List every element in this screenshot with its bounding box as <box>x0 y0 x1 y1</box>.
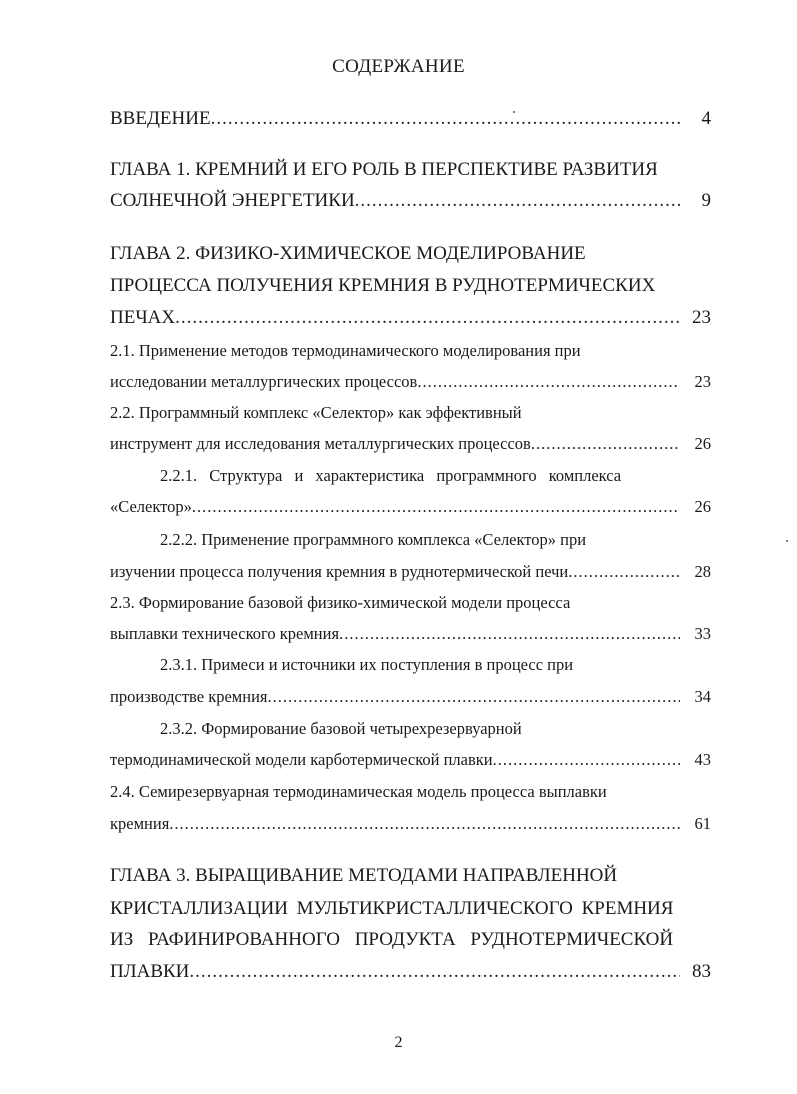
toc-entry-title: «Селектор» <box>110 497 192 516</box>
toc-entry-2-2-2-line-2[interactable] <box>110 560 680 584</box>
toc-entry-chapter-3-line-2[interactable] <box>110 897 680 921</box>
toc-entry-title: ПЛАВКИ <box>110 961 190 982</box>
toc-page-number: 23 <box>694 372 711 391</box>
toc-entry-chapter-2-line-2[interactable] <box>110 274 680 298</box>
toc-page-number: 83 <box>692 961 711 982</box>
toc-entry-2-2-line-1[interactable] <box>110 401 670 425</box>
toc-entry-2-3-line-1[interactable] <box>110 591 670 615</box>
leader-dots <box>531 432 680 456</box>
toc-entry-title: 2.3.2. Формирование базовой четырехрезервуарной <box>160 719 522 738</box>
toc-entry-title: выплавки технического кремния <box>110 624 340 643</box>
leader-dots <box>211 107 680 131</box>
toc-entry-title: 2.2.1. Структура и характеристика программного комплекса <box>160 466 622 485</box>
toc-entry-title: 2.3.1. Примеси и источники их поступления в процесс при <box>160 655 574 674</box>
page-number: 2 <box>394 1034 403 1051</box>
toc-entry-title: 2.2. Программный комплекс «Селектор» как эффективный <box>110 403 522 422</box>
leader-dots <box>192 495 680 519</box>
toc-entry-2-2-line-2[interactable] <box>110 432 680 456</box>
toc-page-number: 26 <box>694 434 711 453</box>
toc-entry-chapter-3-line-3[interactable] <box>110 928 680 952</box>
scan-speck <box>513 111 515 113</box>
toc-page-number: 28 <box>694 562 711 581</box>
leader-dots <box>355 189 680 213</box>
toc-entry-title: ПЕЧАХ <box>110 307 176 328</box>
toc-page-number: 33 <box>694 624 711 643</box>
toc-entry-title: ГЛАВА 3. ВЫРАЩИВАНИЕ МЕТОДАМИ НАПРАВЛЕННОЙ <box>110 865 618 886</box>
toc-entry-2-4-line-2[interactable] <box>110 812 680 836</box>
toc-entry-title: 2.2.2. Применение программного комплекса «Селектор» при <box>160 530 587 549</box>
toc-entry-title: 2.1. Применение методов термодинамического моделирования при <box>110 341 581 360</box>
toc-entry-chapter-1-line-1[interactable] <box>110 158 670 182</box>
leader-dots <box>417 370 680 394</box>
toc-entry-intro[interactable] <box>110 107 680 131</box>
toc-entry-title: КРИСТАЛЛИЗАЦИИ МУЛЬТИКРИСТАЛЛИЧЕСКОГО КРЕМНИЯ <box>110 898 674 919</box>
toc-entry-2-3-line-2[interactable] <box>110 622 680 646</box>
toc-entry-title: исследовании металлургических процессов <box>110 372 418 391</box>
leader-dots <box>175 306 680 330</box>
toc-entry-chapter-3-line-4[interactable] <box>110 960 680 984</box>
toc-page-number: 34 <box>694 687 711 706</box>
toc-entry-title: изучении процесса получения кремния в руднотермической печи <box>110 562 569 581</box>
toc-entry-title: ПРОЦЕССА ПОЛУЧЕНИЯ КРЕМНИЯ В РУДНОТЕРМИЧЕСКИХ <box>110 275 656 296</box>
toc-entry-title: инструмент для исследования металлургических процессов <box>110 434 531 453</box>
toc-entry-title: термодинамической модели карботермической плавки <box>110 750 493 769</box>
leader-dots <box>189 960 680 984</box>
toc-entry-2-3-1-line-2[interactable] <box>110 685 680 709</box>
toc-entry-2-3-1-line-1[interactable] <box>160 653 660 677</box>
toc-entry-2-1-line-2[interactable] <box>110 370 680 394</box>
toc-entry-2-2-1-line-1[interactable] <box>160 464 680 488</box>
toc-entry-title: кремния <box>110 814 170 833</box>
toc-entry-2-3-2-line-1[interactable] <box>160 717 660 741</box>
toc-page-number: 9 <box>701 190 711 211</box>
toc-entry-2-2-2-line-1[interactable] <box>160 528 670 552</box>
toc-entry-title: 2.4. Семирезервуарная термодинамическая модель процесса выплавки <box>110 782 607 801</box>
toc-page-number: 4 <box>701 108 711 129</box>
toc-entry-title: ГЛАВА 1. КРЕМНИЙ И ЕГО РОЛЬ В ПЕРСПЕКТИВЕ РАЗВИТИЯ <box>110 159 658 180</box>
toc-page-number: 43 <box>694 750 711 769</box>
scan-speck <box>786 540 788 542</box>
leader-dots <box>169 812 680 836</box>
toc-entry-2-4-line-1[interactable] <box>110 780 690 804</box>
leader-dots <box>339 622 680 646</box>
toc-page-number: 23 <box>692 307 711 328</box>
leader-dots <box>568 560 680 584</box>
leader-dots <box>267 685 680 709</box>
toc-entry-title: ИЗ РАФИНИРОВАННОГО ПРОДУКТА РУДНОТЕРМИЧЕСКОЙ <box>110 929 674 950</box>
toc-entry-title: СОЛНЕЧНОЙ ЭНЕРГЕТИКИ <box>110 190 355 211</box>
toc-entry-2-1-line-1[interactable] <box>110 339 670 363</box>
toc-entry-2-2-1-line-2[interactable] <box>110 495 680 519</box>
toc-entry-chapter-3-line-1[interactable] <box>110 864 680 888</box>
page-title: СОДЕРЖАНИЕ <box>332 56 465 77</box>
toc-entry-chapter-2-line-3[interactable] <box>110 306 680 330</box>
toc-entry-chapter-2-line-1[interactable] <box>110 242 680 266</box>
toc-entry-chapter-1-line-2[interactable] <box>110 189 680 213</box>
toc-page-number: 26 <box>694 497 711 516</box>
toc-entry-title: ГЛАВА 2. ФИЗИКО-ХИМИЧЕСКОЕ МОДЕЛИРОВАНИЕ <box>110 243 586 264</box>
toc-entry-title: 2.3. Формирование базовой физико-химической модели процесса <box>110 593 571 612</box>
toc-entry-title: производстве кремния <box>110 687 268 706</box>
leader-dots <box>493 748 680 772</box>
toc-entry-2-3-2-line-2[interactable] <box>110 748 680 772</box>
toc-entry-title: ВВЕДЕНИЕ <box>110 108 211 129</box>
toc-page-number: 61 <box>694 814 711 833</box>
